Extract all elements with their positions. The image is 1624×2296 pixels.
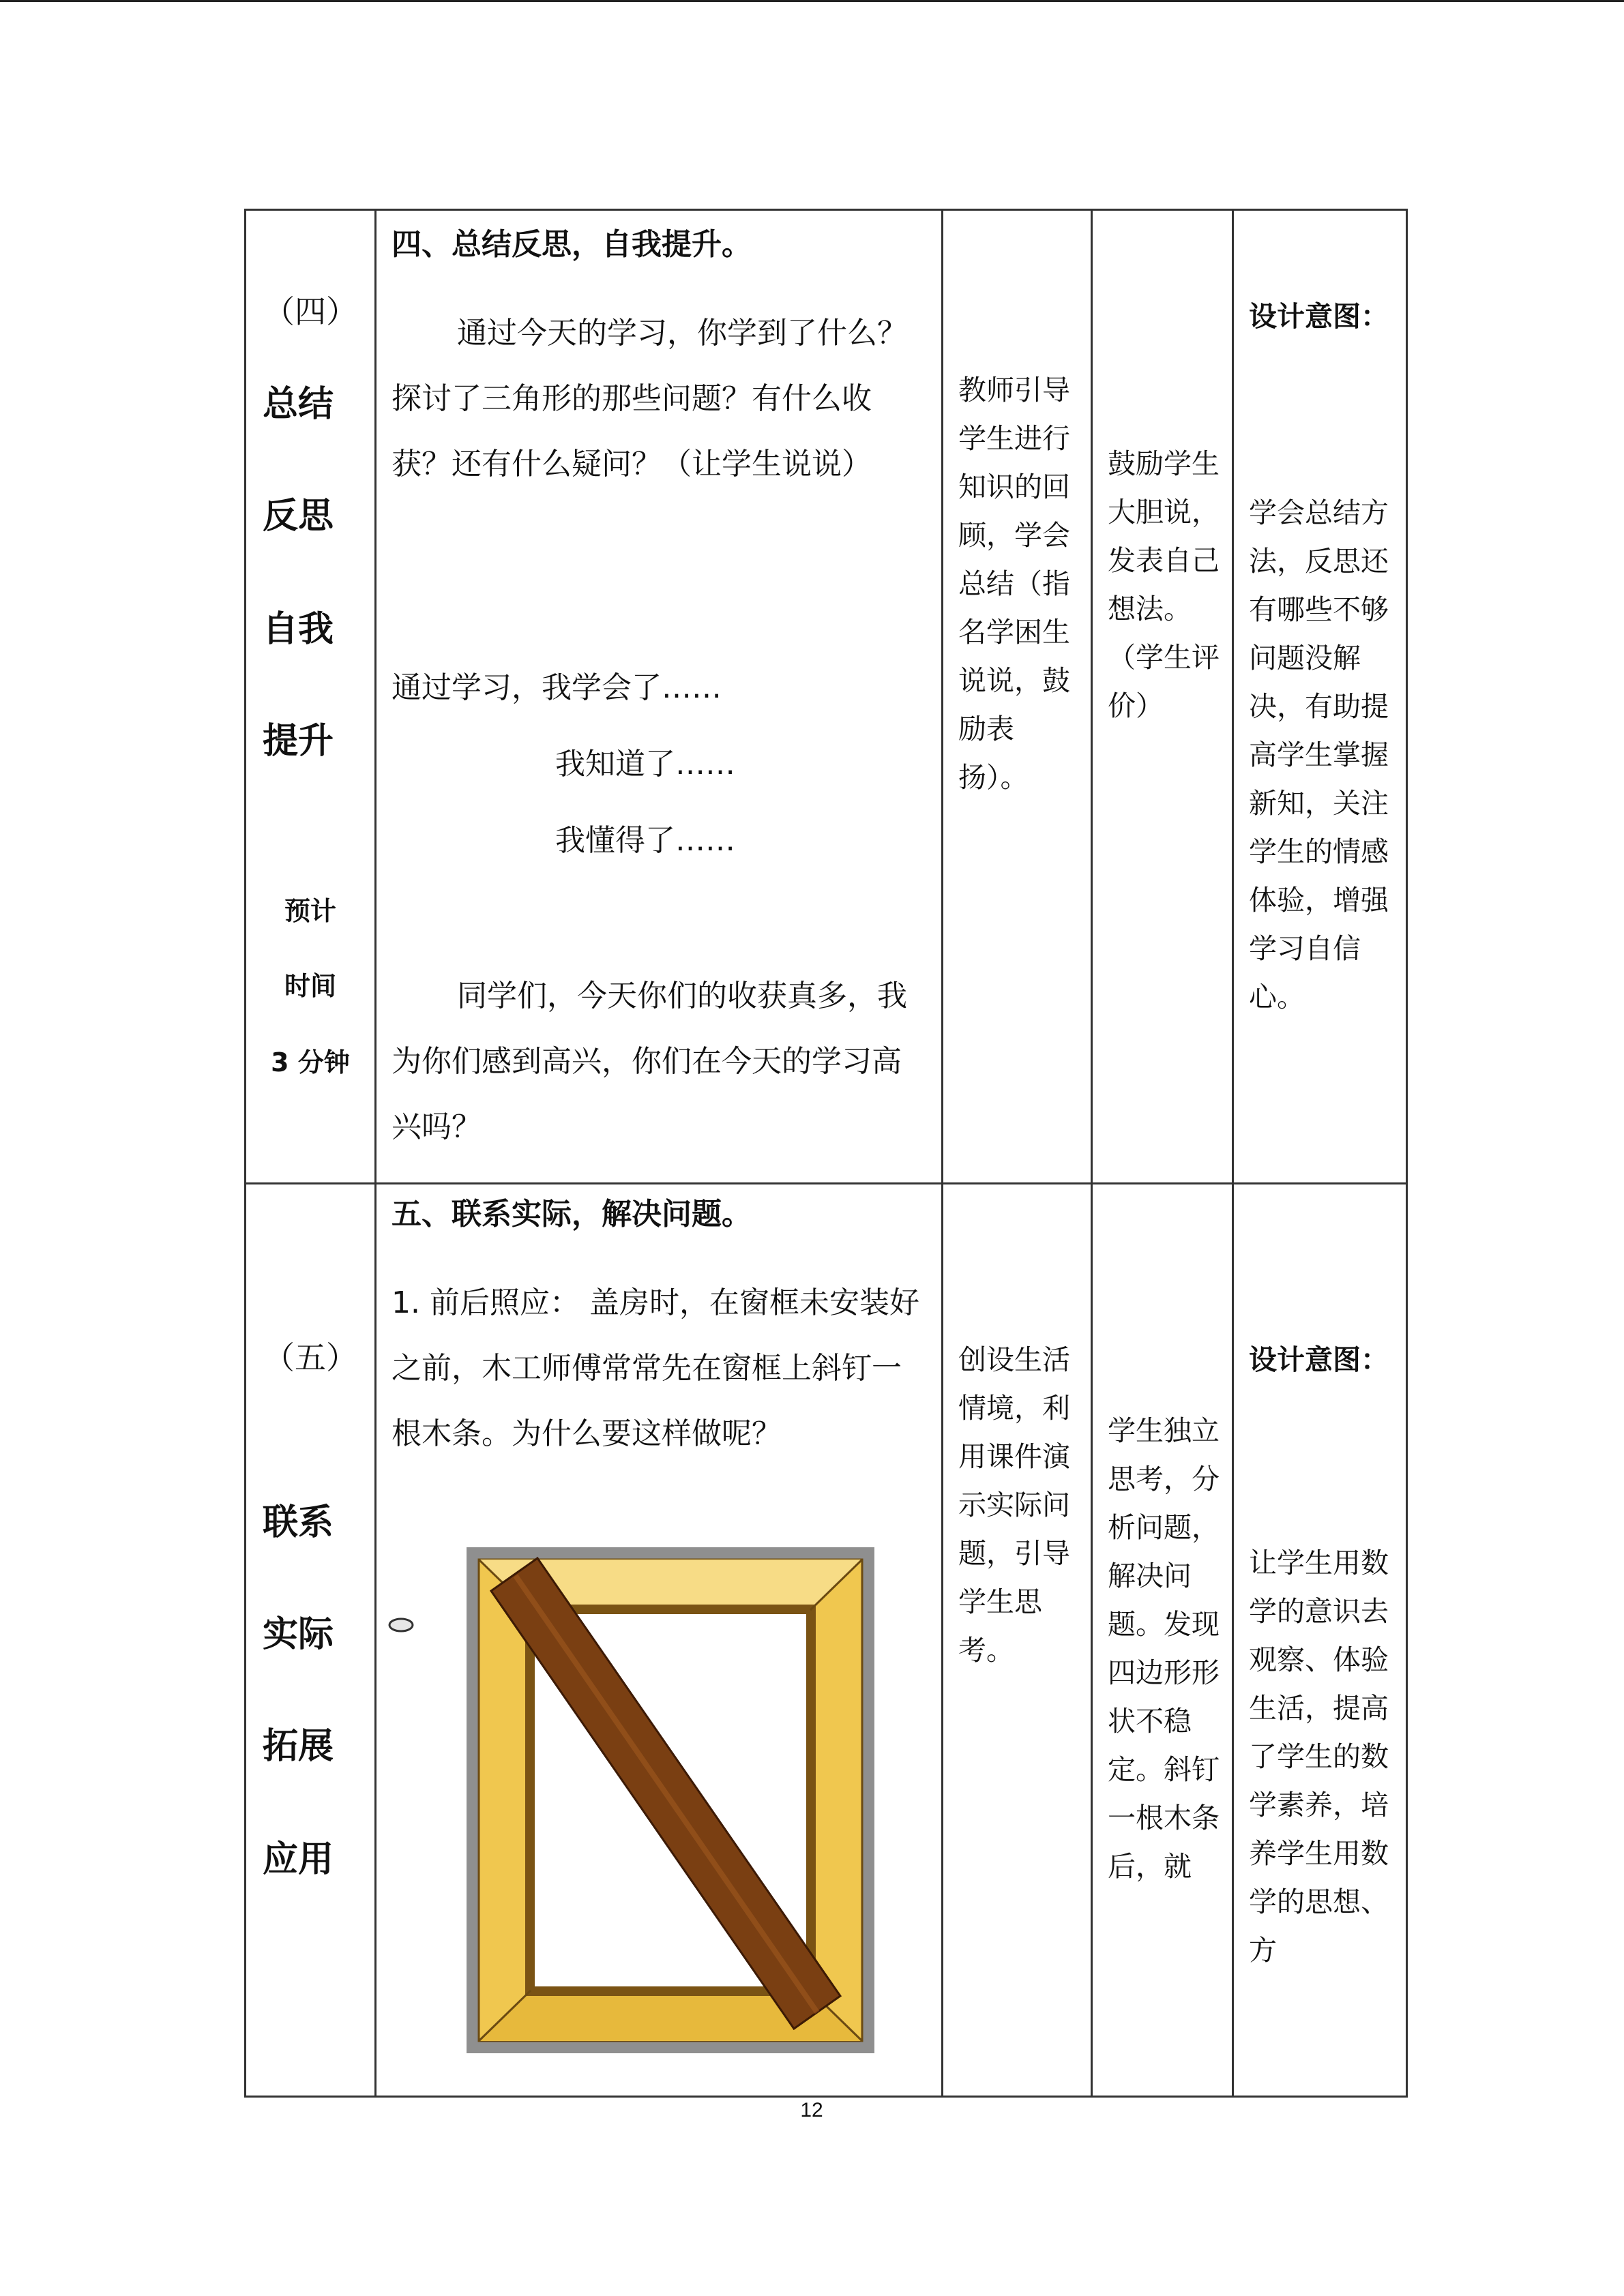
content-cell	[376, 1184, 943, 2097]
student-activity-text: 鼓励学生大胆说，发表自己想法。（学生评价）	[1108, 447, 1220, 722]
step-number: （五）	[263, 1339, 357, 1376]
teacher-activity-cell	[943, 1184, 1092, 2097]
step-number: （四）	[263, 293, 357, 330]
stage-label: 自我	[263, 609, 334, 650]
time-duration: 3 分钟	[271, 1047, 350, 1077]
design-intent-title: 设计意图：	[1249, 300, 1389, 333]
window-frame-illustration	[377, 1184, 941, 2098]
section-heading: 四、总结反思，自我提升。	[392, 227, 752, 262]
stage-label: 联系	[263, 1502, 334, 1543]
time-label: 预计	[284, 896, 336, 926]
design-intent-text: 学会总结方法，反思还有哪些不够问题没解决，有助提高学生掌握新知，关注学生的情感体验，增强学习自信心。	[1249, 496, 1389, 1013]
design-intent-title: 设计意图：	[1249, 1343, 1389, 1376]
table-row	[246, 1184, 1407, 2097]
stage-label: 实际	[263, 1614, 334, 1655]
page-number: 12	[800, 2099, 823, 2121]
nail-handle-left	[389, 1619, 413, 1631]
design-intent-cell	[1233, 210, 1407, 1184]
top-border-line	[0, 0, 1624, 2]
content-cell	[376, 210, 943, 1184]
lesson-plan-table	[244, 209, 1408, 2098]
paragraph: 1. 前后照应： 盖房时，在窗框未安装好之前，木工师傅常常先在窗框上斜钉一根木条。为什么要这样做呢？	[392, 1285, 919, 1451]
stage-cell	[246, 1184, 376, 2097]
teacher-activity-text: 教师引导学生进行知识的回顾，学会总结（指名学困生说说，鼓励表扬）。	[958, 374, 1070, 794]
student-activity-cell	[1092, 1184, 1233, 2097]
stage-label: 拓展	[263, 1726, 334, 1767]
text-line: 我知道了……	[555, 747, 735, 781]
design-intent-cell	[1233, 1184, 1407, 2097]
design-intent-text: 让学生用数学的意识去观察、体验生活，提高了学生的数学素养，培养学生用数学的思想、方	[1249, 1547, 1389, 1967]
stage-label: 总结	[263, 384, 334, 425]
teacher-activity-cell	[943, 210, 1092, 1184]
text-line: 通过学习，我学会了……	[392, 670, 722, 705]
table-row	[246, 210, 1407, 1184]
paragraph: 通过今天的学习，你学到了什么？探讨了三角形的那些问题？有什么收获？还有什么疑问？（让学生说说）	[392, 316, 907, 481]
section-heading: 五、联系实际，解决问题。	[392, 1197, 752, 1232]
stage-label: 反思	[263, 496, 334, 537]
stage-cell	[246, 210, 376, 1184]
student-activity-text: 学生独立思考，分析问题，解决问题。发现四边形形状不稳定。斜钉一根木条后，就	[1108, 1414, 1220, 1883]
time-label: 时间	[284, 971, 336, 1001]
stage-label: 提升	[263, 721, 334, 762]
text-line: 我懂得了……	[555, 823, 735, 858]
teacher-activity-text: 创设生活情境，利用课件演示实际问题，引导学生思考。	[958, 1343, 1070, 1667]
stage-label: 应用	[263, 1839, 334, 1880]
paragraph: 同学们，今天你们的收获真多，我为你们感到高兴，你们在今天的学习高兴吗？	[392, 979, 907, 1144]
student-activity-cell	[1092, 210, 1233, 1184]
